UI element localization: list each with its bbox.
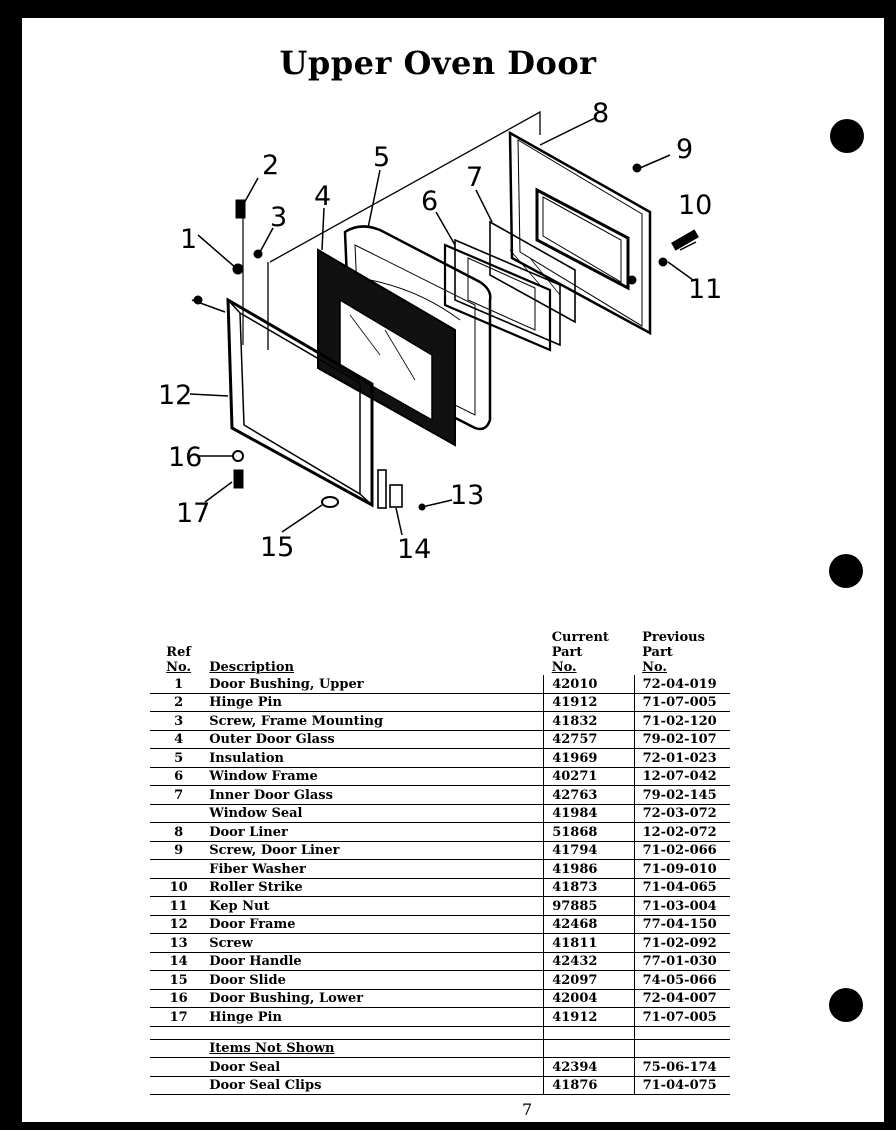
callout-3: 3: [270, 202, 288, 233]
description-cell: Inner Door Glass: [207, 786, 543, 805]
current-part-cell: 42097: [544, 971, 634, 990]
description-cell: Outer Door Glass: [207, 730, 543, 749]
ref-cell: [150, 1039, 207, 1058]
description-cell: Door Bushing, Lower: [207, 989, 543, 1008]
previous-part-cell: 71-09-010: [634, 860, 730, 879]
callout-2: 2: [262, 150, 280, 181]
ref-cell: 2: [150, 693, 207, 712]
table-row: [150, 989, 730, 1008]
current-part-cell: 97885: [544, 897, 634, 916]
previous-part-cell: 72-01-023: [634, 749, 730, 768]
current-part-cell: 41986: [544, 860, 634, 879]
screw-door-liner-part: [633, 164, 641, 172]
table-row: [150, 1039, 730, 1058]
description-cell: Fiber Washer: [207, 860, 543, 879]
current-part-cell: 42763: [544, 786, 634, 805]
table-header: [150, 630, 730, 675]
table-row: [150, 1058, 730, 1077]
callout-15: 15: [260, 532, 295, 563]
table-row: [150, 804, 730, 823]
description-cell: Window Seal: [207, 804, 543, 823]
parts-table: [150, 630, 730, 1095]
callout-9: 9: [676, 134, 694, 165]
kep-nut-part: [659, 258, 667, 266]
previous-part-cell: 74-05-066: [634, 971, 730, 990]
header-ref: Ref No.: [166, 645, 192, 675]
ref-cell: [150, 860, 207, 879]
door-slide-part: [322, 497, 338, 507]
table-row: [150, 1076, 730, 1095]
table-row: [150, 878, 730, 897]
current-part-cell: [544, 1039, 634, 1058]
ref-cell: 14: [150, 952, 207, 971]
current-part-cell: 41969: [544, 749, 634, 768]
ref-cell: 12: [150, 915, 207, 934]
callout-5: 5: [373, 142, 391, 173]
callout-10: 10: [678, 190, 713, 221]
current-part-cell: 41984: [544, 804, 634, 823]
description-cell: Door Handle: [207, 952, 543, 971]
not-shown-heading: Items Not Shown: [207, 1039, 543, 1058]
screw-frame-mounting-part: [254, 250, 262, 258]
previous-part-cell: [634, 1039, 730, 1058]
description-cell: Hinge Pin: [207, 693, 543, 712]
current-part-cell: 41794: [544, 841, 634, 860]
outer-door-glass-part: [318, 250, 455, 445]
ref-cell: 13: [150, 934, 207, 953]
current-part-cell: 42757: [544, 730, 634, 749]
callout-11: 11: [688, 274, 723, 305]
callout-4: 4: [314, 181, 332, 212]
page-number: 7: [522, 1100, 533, 1119]
previous-part-cell: 71-04-065: [634, 878, 730, 897]
table-row: [150, 860, 730, 879]
table-row: [150, 1026, 730, 1039]
table-row: [150, 952, 730, 971]
handle-screw-part: [419, 504, 425, 510]
ref-cell: [150, 1058, 207, 1077]
description-cell: Screw: [207, 934, 543, 953]
current-part-cell: 41912: [544, 1008, 634, 1027]
description-cell: Door Bushing, Upper: [207, 675, 543, 693]
parts-table-body: [150, 675, 730, 1095]
binder-hole-bottom: [829, 988, 863, 1022]
previous-part-cell: 12-07-042: [634, 767, 730, 786]
current-part-cell: 41811: [544, 934, 634, 953]
hinge-pin-lower-part: [234, 470, 243, 488]
table-row: [150, 730, 730, 749]
callout-7: 7: [466, 162, 484, 193]
description-cell: Roller Strike: [207, 878, 543, 897]
table-row: [150, 971, 730, 990]
description-cell: [207, 1026, 543, 1039]
ref-cell: 3: [150, 712, 207, 731]
callout-8: 8: [592, 98, 610, 129]
door-handle-part: [378, 470, 402, 508]
description-cell: Door Slide: [207, 971, 543, 990]
inner-door-glass-part: [490, 222, 575, 322]
ref-cell: 15: [150, 971, 207, 990]
door-bushing-upper-part: [233, 264, 243, 274]
callout-16: 16: [168, 442, 203, 473]
callout-6: 6: [421, 186, 439, 217]
description-cell: Door Seal: [207, 1058, 543, 1077]
ref-cell: 10: [150, 878, 207, 897]
table-row: [150, 749, 730, 768]
callout-1: 1: [180, 224, 198, 255]
previous-part-cell: 71-02-120: [634, 712, 730, 731]
previous-part-cell: 71-07-005: [634, 1008, 730, 1027]
description-cell: Screw, Door Liner: [207, 841, 543, 860]
ref-cell: 8: [150, 823, 207, 842]
current-part-cell: 40271: [544, 767, 634, 786]
table-row: [150, 915, 730, 934]
ref-cell: [150, 804, 207, 823]
current-part-cell: 42432: [544, 952, 634, 971]
ref-cell: 17: [150, 1008, 207, 1027]
current-part-cell: 42468: [544, 915, 634, 934]
current-part-cell: 42394: [544, 1058, 634, 1077]
hinge-pin-upper-part: [236, 200, 245, 218]
table-row: [150, 786, 730, 805]
callout-12: 12: [158, 380, 193, 411]
window-frame-part: [445, 240, 560, 350]
header-description: Description: [209, 660, 294, 675]
previous-part-cell: 71-02-066: [634, 841, 730, 860]
ref-cell: 11: [150, 897, 207, 916]
ref-cell: 16: [150, 989, 207, 1008]
description-cell: Hinge Pin: [207, 1008, 543, 1027]
description-cell: Window Frame: [207, 767, 543, 786]
table-row: [150, 934, 730, 953]
current-part-cell: 41912: [544, 693, 634, 712]
callout-17: 17: [176, 498, 211, 529]
table-row: [150, 841, 730, 860]
description-cell: Door Seal Clips: [207, 1076, 543, 1095]
ref-cell: 1: [150, 675, 207, 693]
description-cell: Door Frame: [207, 915, 543, 934]
door-liner-part: [510, 133, 650, 333]
ref-cell: [150, 1076, 207, 1095]
previous-part-cell: 79-02-107: [634, 730, 730, 749]
ref-cell: 4: [150, 730, 207, 749]
header-current-part: Current Part No.: [551, 630, 609, 675]
current-part-cell: 41873: [544, 878, 634, 897]
current-part-cell: 41832: [544, 712, 634, 731]
current-part-cell: [544, 1026, 634, 1039]
current-part-cell: 51868: [544, 823, 634, 842]
previous-part-cell: 77-01-030: [634, 952, 730, 971]
current-part-cell: 42010: [544, 675, 634, 693]
callout-14: 14: [397, 534, 432, 565]
previous-part-cell: 72-03-072: [634, 804, 730, 823]
previous-part-cell: 77-04-150: [634, 915, 730, 934]
ref-cell: [150, 1026, 207, 1039]
description-cell: Insulation: [207, 749, 543, 768]
table-row: [150, 897, 730, 916]
table-row: [150, 1008, 730, 1027]
fiber-washer-part: [628, 276, 636, 284]
description-cell: Screw, Frame Mounting: [207, 712, 543, 731]
ref-cell: 5: [150, 749, 207, 768]
previous-part-cell: 72-04-007: [634, 989, 730, 1008]
previous-part-cell: 79-02-145: [634, 786, 730, 805]
callout-13: 13: [450, 480, 485, 511]
table-row: [150, 823, 730, 842]
table-row: [150, 767, 730, 786]
previous-part-cell: 71-07-005: [634, 693, 730, 712]
table-row: [150, 693, 730, 712]
table-row: [150, 712, 730, 731]
current-part-cell: 41876: [544, 1076, 634, 1095]
door-bushing-lower-part: [233, 451, 243, 461]
previous-part-cell: [634, 1026, 730, 1039]
previous-part-cell: 71-04-075: [634, 1076, 730, 1095]
previous-part-cell: 71-02-092: [634, 934, 730, 953]
ref-cell: 7: [150, 786, 207, 805]
previous-part-cell: 12-02-072: [634, 823, 730, 842]
previous-part-cell: 71-03-004: [634, 897, 730, 916]
page-title: Upper Oven Door: [279, 44, 597, 82]
previous-part-cell: 72-04-019: [634, 675, 730, 693]
description-cell: Kep Nut: [207, 897, 543, 916]
ref-cell: 9: [150, 841, 207, 860]
screw-part: [194, 296, 202, 304]
previous-part-cell: 75-06-174: [634, 1058, 730, 1077]
header-previous-part: Previous Part No.: [642, 630, 705, 675]
description-cell: Door Liner: [207, 823, 543, 842]
current-part-cell: 42004: [544, 989, 634, 1008]
ref-cell: 6: [150, 767, 207, 786]
table-row: [150, 675, 730, 693]
